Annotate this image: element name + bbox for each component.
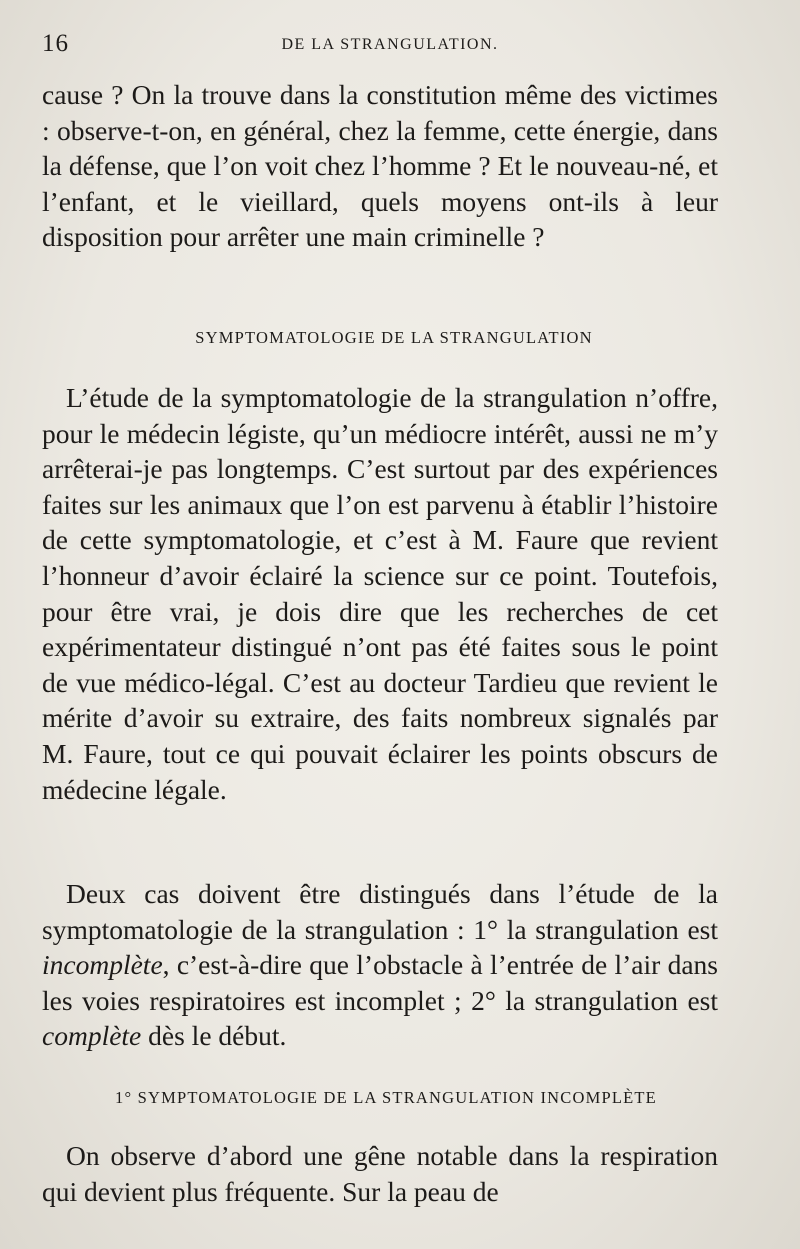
paragraph-text: L’étude de la symptomatologie de la strangulation n’offre, pour le médecin légiste, qu’un médiocre intérêt, aussi ne m’y arrêterai-je pas longtemps. C’est surtout par des expériences faites sur les animaux que l’on est parvenu à établir l’histoire de cette symptomatologie, et c’est à M. Faure que revient l’honneur d’avoir éclairé la science sur ce point. Toutefois, pour être vrai, je dois dire que les recherches de cet expérimentateur distingué n’ont pas été faites sous le point de vue médico-légal. C’est au docteur Tardieu que revient le mérite d’avoir su extraire, des faits nombreux signalés par M. Faure, tout ce qui pouvait éclairer les points obscurs de médecine légale. [42, 382, 718, 805]
emphasis-text: incomplète [42, 949, 163, 981]
paragraph-continuation [42, 77, 718, 255]
emphasis-text: complète [42, 1020, 142, 1052]
page-header [42, 30, 712, 58]
running-title: DE LA STRANGULATION. [281, 36, 499, 53]
paragraph-two-cases [42, 876, 718, 1054]
paragraph-text: cause ? On la trouve dans la constitution même des victimes : observe-t-on, en général, chez la femme, cette énergie, dans la défense, que l’on voit chez l’homme ? Et le nouveau-né, et l’enfant, et le vieillard, quels moyens ont-ils à leur disposition pour arrêter une main criminelle ? [42, 79, 718, 253]
text-run: Deux cas doivent être distingués dans l’étude de la symptomatologie de la strangulation : 1° la strangulation est [42, 878, 718, 945]
paragraph-observation [42, 1138, 718, 1209]
paragraph-study [42, 380, 718, 807]
paragraph-text: On observe d’abord une gêne notable dans la respiration qui devient plus fréquente. Sur la peau de [42, 1140, 718, 1207]
section-heading: SYMPTOMATOLOGIE DE LA STRANGULATION [195, 328, 593, 347]
subsection-heading: 1° SYMPTOMATOLOGIE DE LA STRANGULATION INCOMPLÈTE [115, 1088, 657, 1107]
paragraph-text [42, 876, 718, 1054]
text-run: dès le début. [141, 1020, 287, 1052]
text-run: , c’est-à-dire que l’obstacle à l’entrée de l’air dans les voies respiratoires est incomplet ; 2° la strangulation est [42, 949, 718, 1016]
page-number: 16 [42, 30, 69, 57]
